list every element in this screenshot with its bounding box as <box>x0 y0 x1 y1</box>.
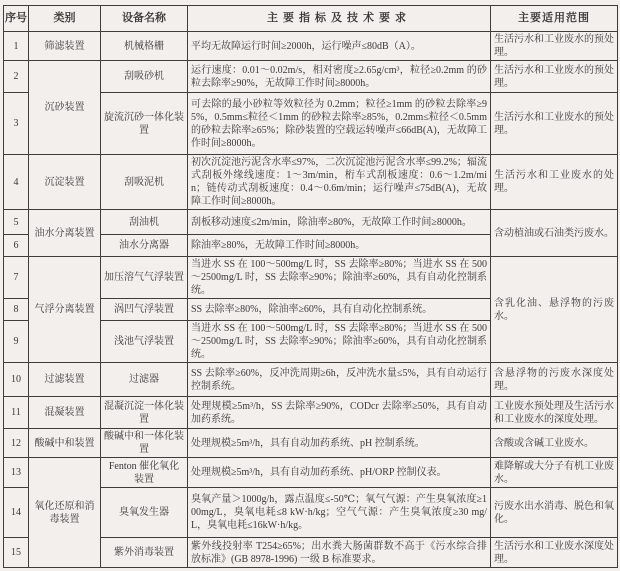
table-row <box>4 257 618 299</box>
header-equipment-name: 设备名称 <box>101 6 188 32</box>
spec-cell: 平均无故障运行时间≥2000h，运行噪声≤80dB（A）。 <box>188 32 491 61</box>
equipment-name-cell: 涡凹气浮装置 <box>101 299 188 321</box>
scope-cell: 生活污水和工业废水的处理。 <box>491 155 618 210</box>
table-row <box>4 363 618 397</box>
category-cell: 氧化还原和消毒装置 <box>29 458 101 568</box>
equipment-name-cell: 酸碱中和一体化装置 <box>101 429 188 458</box>
category-cell: 酸碱中和装置 <box>29 429 101 458</box>
row-number-cell: 3 <box>4 93 29 155</box>
table-row <box>4 458 618 488</box>
scope-cell: 难降解或大分子有机工业废水。 <box>491 458 618 488</box>
header-row <box>4 6 618 32</box>
scope-cell: 含动植油或石油类污废水。 <box>491 210 618 257</box>
scope-cell: 含悬浮物的污废水深度处理。 <box>491 363 618 397</box>
equipment-name-cell: 过滤器 <box>101 363 188 397</box>
spec-cell: 可去除的最小砂粒等效粒径为 0.2mm；粒径≥1mm 的砂粒去除率≥95%，0.5mm≤粒径＜1mm 的砂粒去除率≥85%，0.2mm≤粒径＜0.5mm 的砂粒去除率≥65%；除砂装置的空载运转噪声≤66dB(A)，无故障工作时间≥8000h。 <box>188 93 491 155</box>
equipment-name-cell: 刮吸泥机 <box>101 155 188 210</box>
spec-cell: 处理规模≥5m³/h，具有自动加药系统、pH 控制系统。 <box>188 429 491 458</box>
spec-cell: 除油率≥80%，无故障工作时间≥8000h。 <box>188 235 491 257</box>
equipment-name-cell: 紫外消毒装置 <box>101 538 188 568</box>
equipment-name-cell: Fenton 催化氧化装置 <box>101 458 188 488</box>
category-cell: 沉淀装置 <box>29 155 101 210</box>
row-number-cell: 14 <box>4 488 29 538</box>
row-number-cell: 7 <box>4 257 29 299</box>
spec-cell: 臭氧产量＞1000g/h，露点温度≤-50℃；氧气气源：产生臭氧浓度≥100mg/L，臭氧电耗≤8 kW·h/kg；空气气源：产生臭氧浓度≥30 mg/L，臭氧电耗≤16kW·h/kg。 <box>188 488 491 538</box>
scope-cell: 污废水出水消毒、脱色和氧化。 <box>491 488 618 538</box>
scope-cell: 生活污水和工业废水的预处理。 <box>491 93 618 155</box>
scope-cell: 含乳化油、悬浮物的污废水。 <box>491 257 618 363</box>
row-number-cell: 15 <box>4 538 29 568</box>
equipment-name-cell: 刮油机 <box>101 210 188 235</box>
equipment-name-cell: 油水分离器 <box>101 235 188 257</box>
equipment-name-cell: 机械格栅 <box>101 32 188 61</box>
row-number-cell: 9 <box>4 321 29 363</box>
row-number-cell: 5 <box>4 210 29 235</box>
row-number-cell: 11 <box>4 397 29 429</box>
category-cell: 油水分离装置 <box>29 210 101 257</box>
header-category: 类别 <box>29 6 101 32</box>
table-row <box>4 155 618 210</box>
equipment-name-cell: 旋流沉砂一体化装置 <box>101 93 188 155</box>
row-number-cell: 8 <box>4 299 29 321</box>
table-row <box>4 210 618 235</box>
header-scope: 主要适用范围 <box>491 6 618 32</box>
row-number-cell: 6 <box>4 235 29 257</box>
spec-cell: 刮板移动速度≤2m/min，除油率≥80%，无故障工作时间≥8000h。 <box>188 210 491 235</box>
row-number-cell: 10 <box>4 363 29 397</box>
header-spec: 主要指标及技术要求 <box>188 6 491 32</box>
row-number-cell: 13 <box>4 458 29 488</box>
category-cell: 混凝装置 <box>29 397 101 429</box>
category-cell: 气浮分离装置 <box>29 257 101 363</box>
spec-cell: 当进水 SS 在 100～500mg/L 时，SS 去除率≥80%；当进水 SS 在 500～2500mg/L 时，SS 去除率≥90%；除油率≥60%，具有自动化控制系统。 <box>188 321 491 363</box>
row-number-cell: 2 <box>4 61 29 93</box>
spec-cell: SS 去除率≥60%，反冲洗周期≥6h，反冲洗水量≤5%，具有自动运行控制系统。 <box>188 363 491 397</box>
spec-cell: 运行速度：0.01～0.02m/s，相对密度≥2.65g/cm³，粒径≥0.2mm 的砂粒去除率≥90%，无故障工作时间≥8000h。 <box>188 61 491 93</box>
scope-cell: 生活污水和工业废水的预处理。 <box>491 32 618 61</box>
category-cell: 过滤装置 <box>29 363 101 397</box>
scope-cell: 含酸或含碱工业废水。 <box>491 429 618 458</box>
equipment-name-cell: 浅池气浮装置 <box>101 321 188 363</box>
spec-cell: 当进水 SS 在 100～500mg/L 时，SS 去除率≥80%；当进水 SS 在 500～2500mg/L 时，SS 去除率≥90%；除油率≥60%，具有自动化控制系统。 <box>188 257 491 299</box>
table-row <box>4 61 618 93</box>
equipment-name-cell: 刮吸砂机 <box>101 61 188 93</box>
equipment-name-cell: 混凝沉淀一体化装置 <box>101 397 188 429</box>
row-number-cell: 1 <box>4 32 29 61</box>
spec-cell: 处理规模≥5m³/h，SS 去除率≥90%，CODcr 去除率≥50%，具有自动加药系统。 <box>188 397 491 429</box>
table-row <box>4 32 618 61</box>
spec-cell: 紫外线投射率 T254≥65%；出水粪大肠菌群数不高于《污水综合排放标准》(GB 8978-1996) 一级 B 标准要求。 <box>188 538 491 568</box>
spec-cell: 处理规模≥5m³/h，具有自动加药系统、pH/ORP 控制仪表。 <box>188 458 491 488</box>
equipment-table <box>3 5 618 568</box>
table-row <box>4 429 618 458</box>
row-number-cell: 4 <box>4 155 29 210</box>
scope-cell: 工业废水预处理及生活污水和工业废水的深度处理。 <box>491 397 618 429</box>
table-row <box>4 397 618 429</box>
category-cell: 筛滤装置 <box>29 32 101 61</box>
category-cell: 沉砂装置 <box>29 61 101 155</box>
header-no: 序号 <box>4 6 29 32</box>
equipment-name-cell: 臭氧发生器 <box>101 488 188 538</box>
row-number-cell: 12 <box>4 429 29 458</box>
scope-cell: 生活污水和工业废水的预处理。 <box>491 61 618 93</box>
equipment-name-cell: 加压溶气气浮装置 <box>101 257 188 299</box>
spec-cell: SS 去除率≥80%，除油率≥60%，具有自动化控制系统。 <box>188 299 491 321</box>
spec-cell: 初次沉淀池污泥含水率≤97%，二次沉淀池污泥含水率≤99.2%；辐流式刮板外缘线速度：1～3m/min，桁车式刮板速度：0.6～1.2m/min；链传动式刮板速度：0.4～0.6m/min；运行噪声≤75dB(A)，无故障工作时间≥8000h。 <box>188 155 491 210</box>
scope-cell: 生活污水和工业废水深度处理。 <box>491 538 618 568</box>
